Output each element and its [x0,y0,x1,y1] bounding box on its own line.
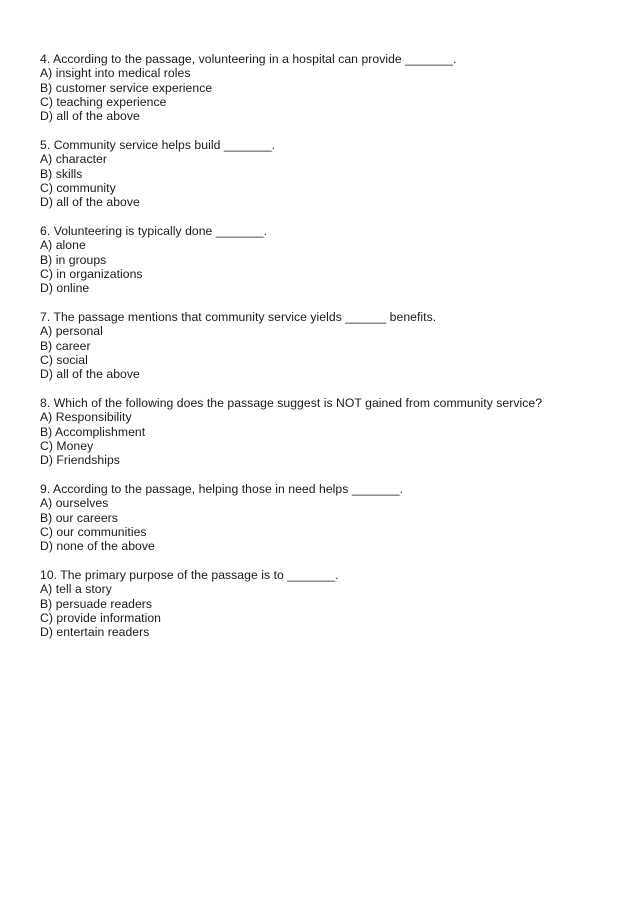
answer-option-d: D) Friendships [40,453,120,468]
answer-option-c: C) social [40,352,88,367]
question-prompt: 8. Which of the following does the passage suggest is NOT gained from community service? [40,395,543,410]
answer-option-b: B) persuade readers [40,596,153,611]
answer-option-b: B) customer service experience [40,80,213,95]
question-9 [40,482,600,553]
question-7 [40,310,600,381]
answer-option-a: A) character [40,152,107,167]
answer-option-a: A) Responsibility [40,410,132,425]
answer-option-a: A) alone [40,238,86,253]
answer-option-c: C) teaching experience [40,94,167,109]
answer-option-d: D) none of the above [40,539,155,554]
question-8 [40,396,600,467]
answer-option-d: D) all of the above [40,195,140,210]
answer-option-b: B) in groups [40,252,107,267]
question-prompt: 6. Volunteering is typically done _______. [40,223,268,238]
answer-option-d: D) entertain readers [40,625,150,640]
answer-option-d: D) all of the above [40,367,140,382]
answer-option-b: B) our careers [40,510,118,525]
answer-option-c: C) in organizations [40,266,143,281]
answer-option-a: A) insight into medical roles [40,66,191,81]
answer-option-d: D) online [40,281,90,296]
answer-option-b: B) career [40,338,91,353]
answer-option-a: A) personal [40,324,103,339]
question-5 [40,138,600,209]
question-prompt: 7. The passage mentions that community service yields ______ benefits. [40,309,437,324]
answer-option-c: C) provide information [40,610,161,625]
question-4 [40,52,600,123]
question-6 [40,224,600,295]
answer-option-a: A) tell a story [40,582,112,597]
answer-option-c: C) our communities [40,524,147,539]
answer-option-a: A) ourselves [40,496,109,511]
answer-option-b: B) Accomplishment [40,424,146,439]
answer-option-b: B) skills [40,166,83,181]
answer-option-c: C) Money [40,438,94,453]
question-prompt: 4. According to the passage, volunteering in a hospital can provide _______. [40,52,457,66]
question-prompt: 9. According to the passage, helping those in need helps _______. [40,481,404,496]
question-prompt: 5. Community service helps build _______. [40,137,276,152]
question-prompt: 10. The primary purpose of the passage is to _______. [40,567,339,582]
answer-option-d: D) all of the above [40,109,140,124]
worksheet-page [40,52,600,654]
answer-option-c: C) community [40,180,116,195]
question-10 [40,568,600,639]
